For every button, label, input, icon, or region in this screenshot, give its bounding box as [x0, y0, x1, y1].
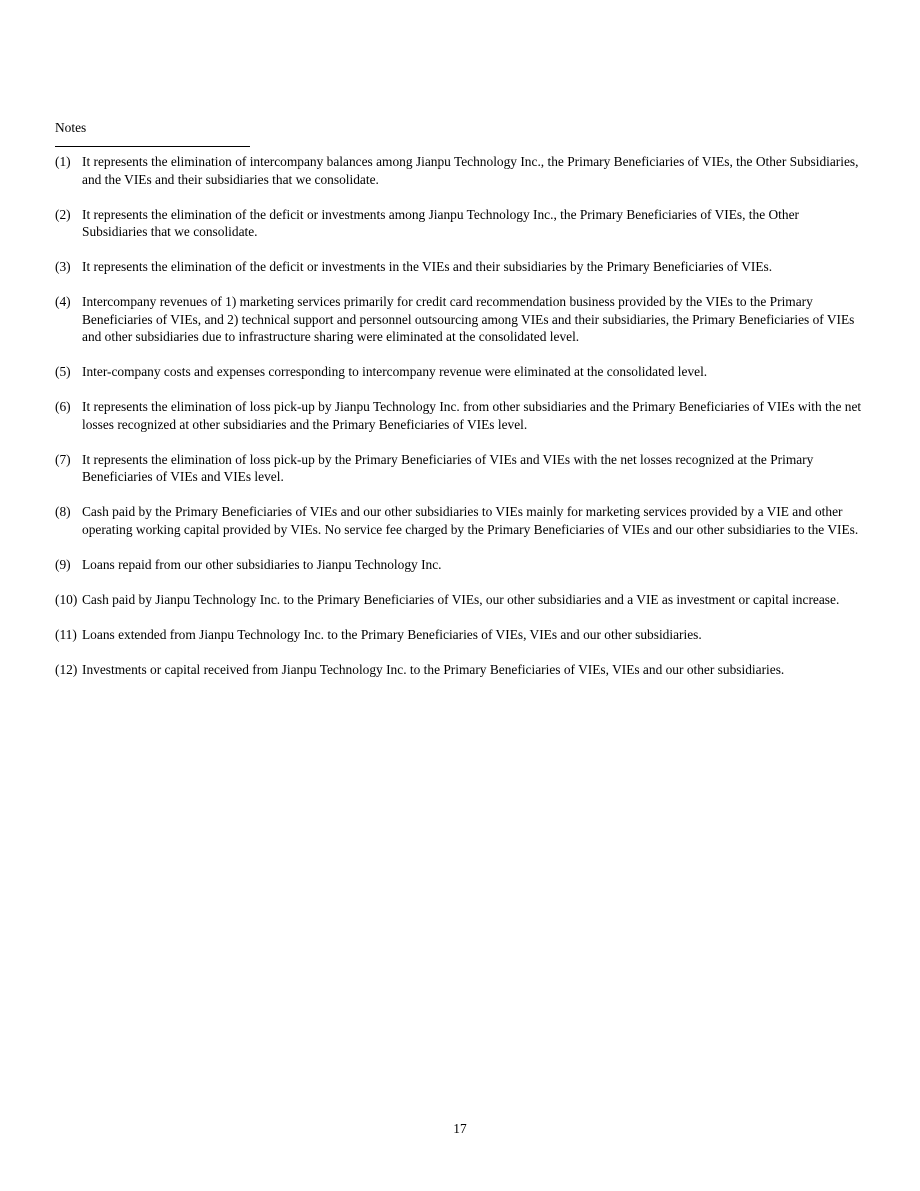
note-text: Loans repaid from our other subsidiaries to Jianpu Technology Inc.: [82, 556, 442, 572]
note-number: (9): [55, 556, 71, 572]
note-number: (7): [55, 451, 71, 467]
note-number: (8): [55, 504, 71, 519]
note-text: Inter-company costs and expenses corresponding to intercompany revenue were eliminated at the consolidated level.: [82, 364, 708, 379]
note-text: Intercompany revenues of 1) marketing services primarily for credit card recommendation business provided by the VIEs to the Primary Beneficiaries of VIEs, and 2) technical support and personnel outsourcing among VIEs and their subsidiaries, the Primary Beneficiaries of VIEs and other subsidiaries due to infrastructure sharing were eliminated at the consolidated level.: [82, 294, 855, 344]
note-number: (2): [55, 206, 71, 222]
note-item: [55, 363, 865, 381]
note-number: (11): [55, 626, 77, 642]
note-number: (12): [55, 661, 78, 677]
note-item: [55, 661, 865, 679]
notes-heading: Notes: [55, 120, 87, 135]
note-item: [55, 206, 865, 241]
note-text: It represents the elimination of loss pick-up by the Primary Beneficiaries of VIEs and VIEs with the net losses recognized at the Primary Beneficiaries of VIEs and VIEs level.: [82, 451, 814, 484]
note-item: [55, 626, 865, 644]
note-text: It represents the elimination of loss pick-up by Jianpu Technology Inc. from other subsidiaries and the Primary Beneficiaries of VIEs with the net losses recognized at other subsidiaries and the Primary Beneficiaries of VIEs level.: [82, 399, 862, 432]
note-number: (6): [55, 399, 71, 414]
note-item: [55, 591, 865, 609]
note-text: Investments or capital received from Jianpu Technology Inc. to the Primary Beneficiaries of VIEs, VIEs and our other subsidiaries.: [82, 661, 785, 677]
note-text: It represents the elimination of the deficit or investments among Jianpu Technology Inc., the Primary Beneficiaries of VIEs, the Other Subsidiaries that we consolidate.: [82, 206, 799, 239]
note-item: [55, 398, 865, 433]
note-item: [55, 153, 865, 188]
note-text: Loans extended from Jianpu Technology Inc. to the Primary Beneficiaries of VIEs, VIEs and our other subsidiaries.: [82, 626, 702, 642]
note-item: [55, 293, 865, 346]
page-number: 17: [453, 1121, 467, 1136]
note-number: (1): [55, 154, 71, 169]
note-number: (10): [55, 591, 78, 607]
note-text: Cash paid by the Primary Beneficiaries of VIEs and our other subsidiaries to VIEs mainly for marketing services provided by a VIE and other operating working capital provided by VIEs. No service fee charged by the Primary Beneficiaries of VIEs and our other subsidiaries to the VIEs.: [82, 504, 859, 537]
note-text: It represents the elimination of intercompany balances among Jianpu Technology Inc., the Primary Beneficiaries of VIEs, the Other Subsidiaries, and the VIEs and their subsidiaries that we consolidate.: [82, 154, 859, 187]
note-text: It represents the elimination of the deficit or investments in the VIEs and their subsidiaries by the Primary Beneficiaries of VIEs.: [82, 259, 773, 274]
notes-list: [55, 153, 865, 696]
note-number: (5): [55, 364, 71, 379]
heading-rule: [55, 146, 250, 147]
note-number: (4): [55, 294, 71, 309]
note-item: [55, 258, 865, 276]
note-text: Cash paid by Jianpu Technology Inc. to the Primary Beneficiaries of VIEs, our other subsidiaries and a VIE as investment or capital increase.: [82, 591, 840, 607]
note-item: [55, 503, 865, 538]
note-number: (3): [55, 259, 71, 274]
note-item: [55, 556, 865, 574]
note-item: [55, 451, 865, 486]
